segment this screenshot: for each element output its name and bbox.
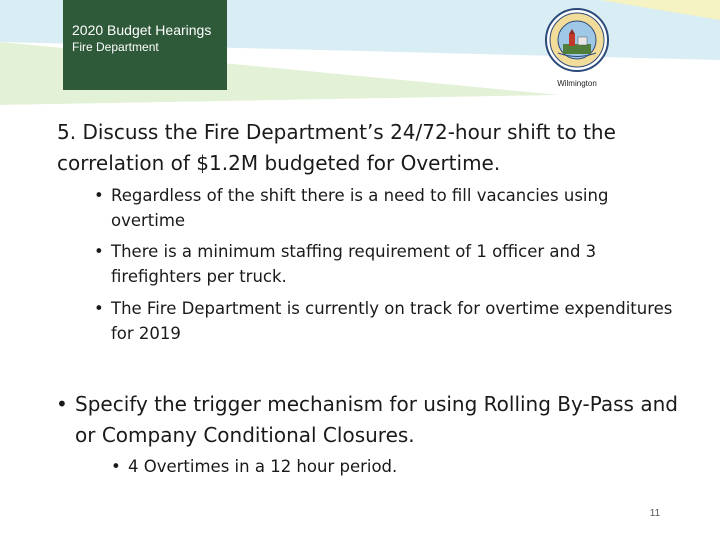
bullet-icon: • — [94, 242, 104, 261]
page-number: 11 — [649, 508, 661, 519]
seal-caption: Wilmington — [557, 79, 597, 88]
bullet-icon: • — [94, 299, 104, 318]
main-bullet — [56, 389, 685, 451]
main-bullet-text: Specify the trigger mechanism for using Rolling By-Pass and or Company Conditional Closures. — [75, 392, 678, 447]
sub-bullet-3 — [94, 296, 686, 346]
department-subtitle: Fire Department — [72, 40, 159, 54]
sub-bullet-1 — [94, 183, 686, 233]
presentation-title: 2020 Budget Hearings — [72, 22, 212, 38]
sub-bullet-2 — [94, 239, 686, 289]
main-sub-bullet-text: 4 Overtimes in a 12 hour period. — [128, 457, 398, 476]
sub-bullet-1-text: Regardless of the shift there is a need to fill vacancies using overtime — [111, 186, 609, 230]
sub-bullet-2-text: There is a minimum staffing requirement of 1 officer and 3 firefighters per truck. — [111, 242, 597, 286]
bullet-icon: • — [56, 392, 68, 416]
sub-bullet-3-text: The Fire Department is currently on track for overtime expenditures for 2019 — [111, 299, 673, 343]
question-heading: 5. Discuss the Fire Department’s 24/72-hour shift to the correlation of $1.2M budgeted for Overtime. — [57, 120, 616, 175]
bullet-icon: • — [111, 457, 121, 476]
bullet-icon: • — [94, 186, 104, 205]
main-sub-bullet — [111, 454, 668, 479]
